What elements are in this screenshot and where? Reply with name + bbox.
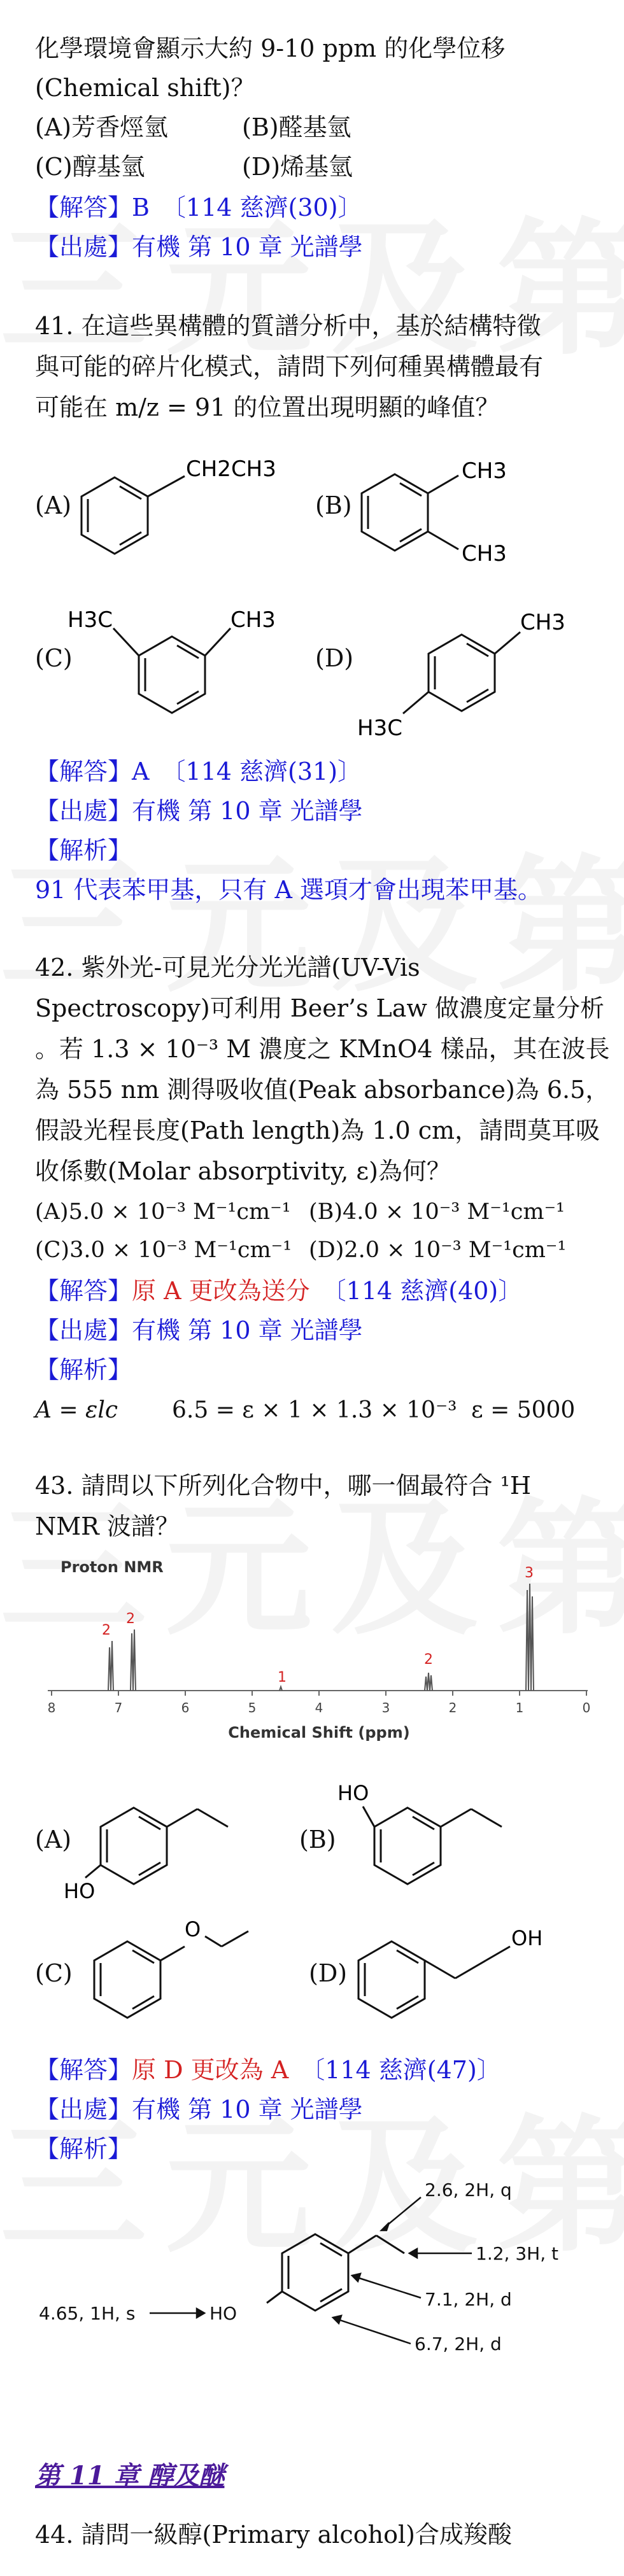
- svg-text:7.1, 2H, d: 7.1, 2H, d: [425, 2289, 512, 2310]
- o-xylene-structure: [357, 436, 548, 576]
- svg-text:OH: OH: [511, 1926, 543, 1950]
- q41-line: 41. 在這些異構體的質譜分析中，基於結構特徵: [35, 312, 541, 340]
- q41-label-b: (B): [315, 491, 352, 519]
- q42-line: 42. 紫外光-可見光分光光譜(UV-Vis: [35, 954, 420, 982]
- q40-source: 【出處】有機 第 10 章 光譜學: [35, 233, 363, 261]
- q41-label-d: (D): [315, 644, 354, 672]
- ethyl-label: CH2CH3: [186, 456, 276, 482]
- q40-line: (Chemical shift)？: [35, 74, 255, 102]
- q43-explain-label: 【解析】: [35, 2135, 132, 2163]
- svg-text:HO: HO: [209, 2303, 238, 2324]
- q40-option-d: (D)烯基氫: [242, 153, 353, 181]
- ethoxybenzene-structure: [64, 1903, 274, 2037]
- svg-text:H3C: H3C: [357, 715, 402, 741]
- q43-label-c: (C): [35, 1959, 73, 1987]
- svg-text:1: 1: [515, 1700, 524, 1715]
- svg-text:5: 5: [248, 1700, 257, 1715]
- q42-option-d: (D)2.0 × 10⁻³ M⁻¹cm⁻¹: [309, 1237, 567, 1263]
- q44-line: 44. 請問一級醇(Primary alcohol)合成羧酸: [35, 2521, 512, 2549]
- q42-answer: 【解答】原 A 更改為送分 〔114 慈濟(40)〕: [35, 1277, 523, 1305]
- q42-line: 。若 1.3 × 10⁻³ M 濃度之 KMnO4 樣品，其在波長: [35, 1035, 610, 1063]
- svg-text:HO: HO: [337, 1781, 369, 1805]
- q40-option-b: (B)醛基氫: [242, 113, 351, 141]
- svg-text:3: 3: [525, 1565, 534, 1581]
- svg-text:2: 2: [424, 1652, 433, 1668]
- svg-text:1.2, 3H, t: 1.2, 3H, t: [476, 2243, 558, 2264]
- q42-line: 收係數(Molar absorptivity, ε)為何？: [35, 1157, 451, 1185]
- svg-text:H3C: H3C: [67, 607, 113, 633]
- svg-text:2.6, 2H, q: 2.6, 2H, q: [425, 2179, 512, 2200]
- q40-option-c: (C)醇基氫: [35, 153, 145, 181]
- proton-nmr-spectrum: [35, 1552, 595, 1762]
- 2-phenylethanol-structure: [347, 1903, 576, 2037]
- q41-line: 可能在 m/z = 91 的位置出現明顯的峰值？: [35, 393, 500, 421]
- q42-line: 假設光程長度(Path length)為 1.0 cm，請問莫耳吸: [35, 1116, 600, 1144]
- q41-source: 【出處】有機 第 10 章 光譜學: [35, 797, 363, 825]
- svg-text:6.7, 2H, d: 6.7, 2H, d: [415, 2333, 502, 2354]
- svg-text:4.65, 1H, s: 4.65, 1H, s: [39, 2303, 136, 2324]
- q41-explain: 91 代表苯甲基，只有 A 選項才會出現苯甲基。: [35, 876, 542, 904]
- 4-ethylphenol-structure: [64, 1782, 255, 1910]
- q42-line: Spectroscopy)可利用 Beer’s Law 做濃度定量分析: [35, 994, 605, 1022]
- q42-option-b: (B)4.0 × 10⁻³ M⁻¹cm⁻¹: [309, 1199, 565, 1225]
- svg-text:2: 2: [448, 1700, 457, 1715]
- q43-line: 43. 請問以下所列化合物中，哪一個最符合 ¹H: [35, 1472, 531, 1500]
- q40-answer: 【解答】B 〔114 慈濟(30)〕: [35, 194, 362, 222]
- svg-text:O: O: [185, 1917, 201, 1941]
- svg-text:2: 2: [102, 1622, 111, 1638]
- q42-option-a: (A)5.0 × 10⁻³ M⁻¹cm⁻¹: [35, 1199, 291, 1225]
- ethylbenzene-structure: [76, 439, 312, 567]
- q43-label-d: (D): [309, 1959, 348, 1987]
- nmr-peak-7.1: [108, 1641, 113, 1691]
- q42-eq2: 6.5 = ε × 1 × 1.3 × 10⁻³: [172, 1397, 457, 1423]
- q42-eq1: A = εlc: [35, 1397, 118, 1423]
- q41-label-c: (C): [35, 644, 73, 672]
- svg-text:7: 7: [114, 1700, 123, 1715]
- svg-text:8: 8: [47, 1700, 56, 1715]
- q41-line: 與可能的碎片化模式，請問下列何種異構體最有: [35, 353, 544, 381]
- q40-option-a: (A)芳香烴氫: [35, 113, 169, 141]
- q40-line: 化學環境會顯示大約 9-10 ppm 的化學位移: [35, 34, 506, 62]
- q42-source: 【出處】有機 第 10 章 光譜學: [35, 1316, 363, 1344]
- q42-eq3: ε = 5000: [471, 1397, 576, 1423]
- svg-text:2: 2: [126, 1611, 135, 1627]
- nmr-peak-6.7: [131, 1629, 136, 1691]
- q43-line: NMR 波譜？: [35, 1512, 180, 1540]
- q43-answer: 【解答】原 D 更改為 A 〔114 慈濟(47)〕: [35, 2056, 501, 2084]
- nmr-peak-2.6: [425, 1673, 432, 1691]
- q42-line: 為 555 nm 測得吸收值(Peak absorbance)為 6.5，: [35, 1076, 610, 1104]
- svg-text:3: 3: [381, 1700, 390, 1715]
- svg-text:HO: HO: [64, 1879, 96, 1903]
- svg-text:CH3: CH3: [462, 458, 507, 484]
- q43-source: 【出處】有機 第 10 章 光譜學: [35, 2095, 363, 2123]
- svg-text:1: 1: [278, 1670, 287, 1686]
- nmr-xlabel: Chemical Shift (ppm): [228, 1724, 410, 1742]
- svg-text:4: 4: [315, 1700, 323, 1715]
- nmr-peak-1.2: [526, 1584, 534, 1691]
- 3-ethylphenol-structure: [337, 1763, 548, 1903]
- svg-text:CH3: CH3: [230, 607, 276, 633]
- chapter-title: 第 11 章 醇及醚: [35, 2461, 225, 2491]
- q41-answer: 【解答】A 〔114 慈濟(31)〕: [35, 757, 362, 785]
- svg-text:0: 0: [582, 1700, 591, 1715]
- q42-option-c: (C)3.0 × 10⁻³ M⁻¹cm⁻¹: [35, 1237, 292, 1263]
- nmr-title: Proton NMR: [60, 1558, 164, 1576]
- q41-label-a: (A): [35, 491, 72, 519]
- svg-text:CH3: CH3: [462, 541, 507, 567]
- q41-explain-label: 【解析】: [35, 836, 132, 864]
- svg-text:6: 6: [181, 1700, 190, 1715]
- p-xylene-structure: [353, 595, 595, 748]
- q43-label-b: (B): [299, 1826, 336, 1854]
- q43-label-a: (A): [35, 1826, 72, 1854]
- m-xylene-structure: [64, 602, 306, 729]
- svg-text:CH3: CH3: [520, 610, 565, 635]
- nmr-assignment-diagram: [35, 2164, 595, 2355]
- q42-explain-label: 【解析】: [35, 1356, 132, 1384]
